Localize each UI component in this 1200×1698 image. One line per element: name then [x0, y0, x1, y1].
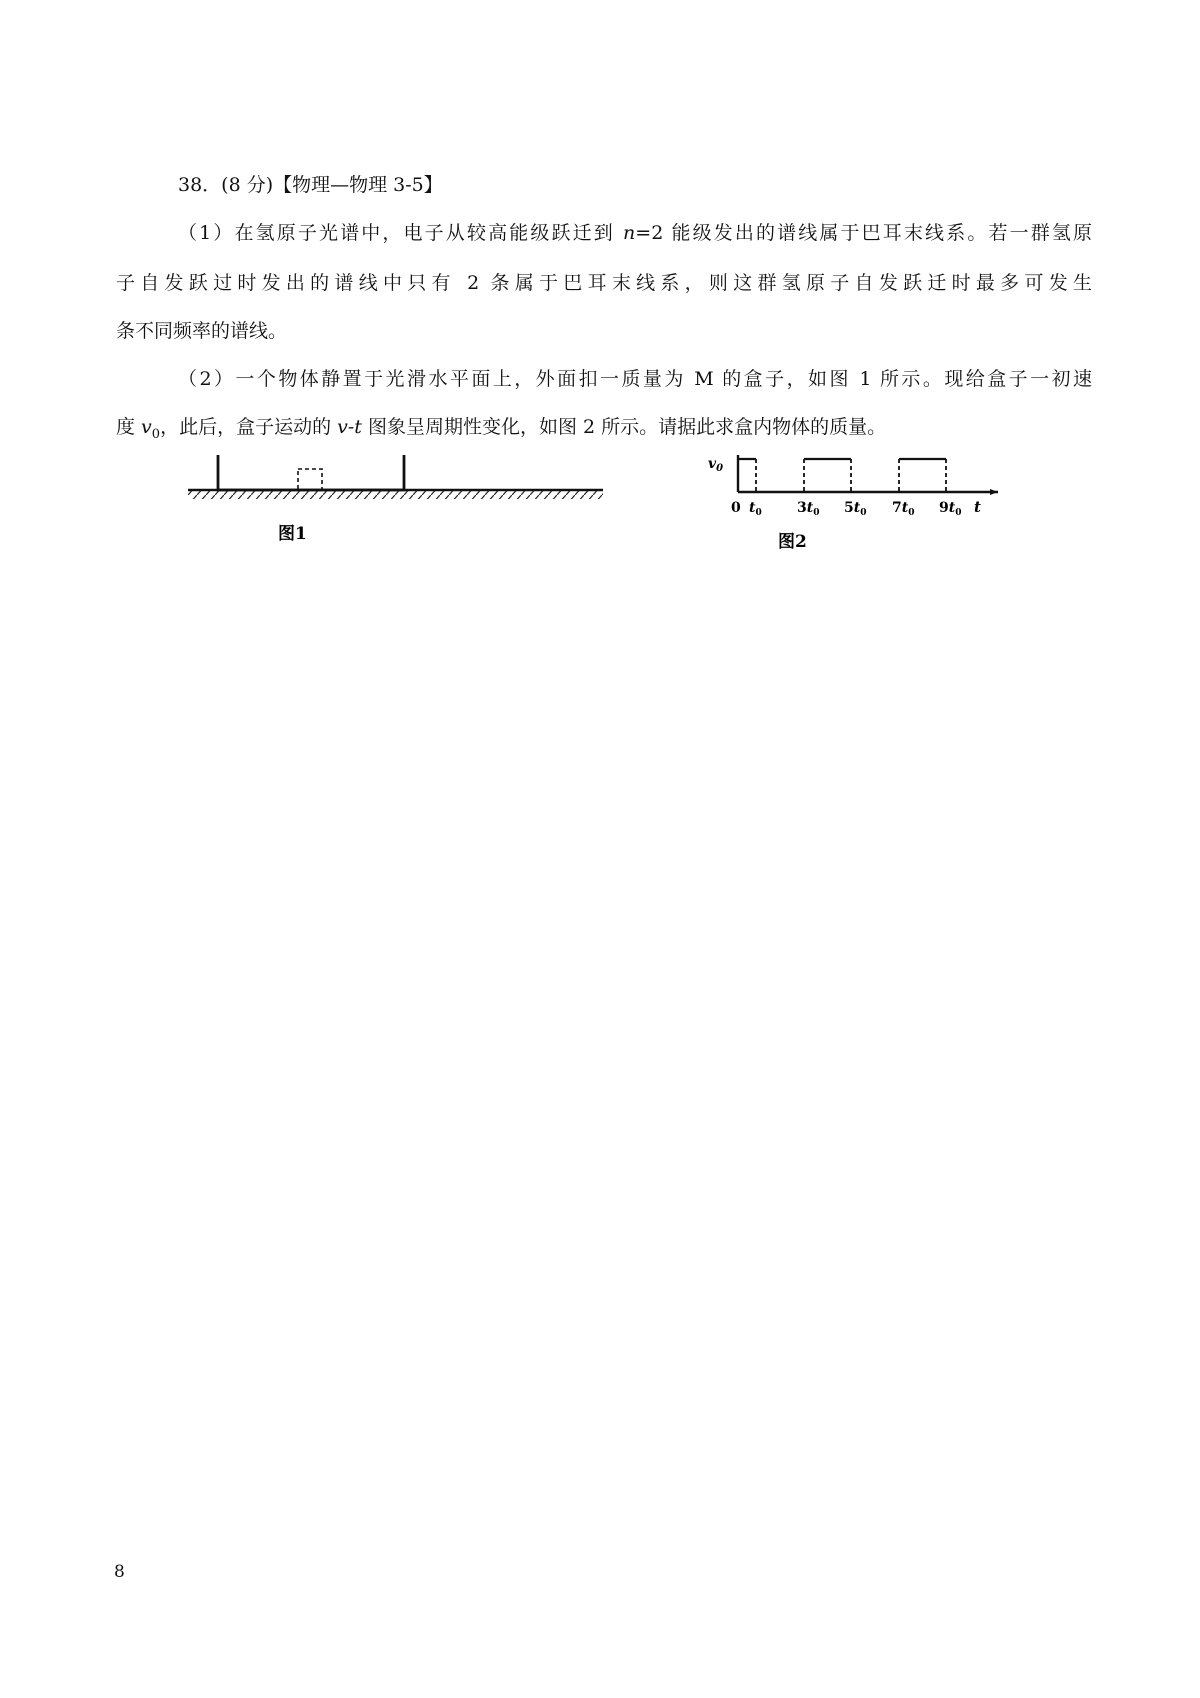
x-axis-arrow	[990, 489, 998, 495]
tick-label-3: $5t_0$	[844, 500, 867, 518]
figure-2-vt-graph	[706, 455, 1046, 605]
part1-line3: 条不同频率的谱线。	[116, 320, 288, 342]
part2-line1: （2）一个物体静置于光滑水平面上，外面扣一质量为 M 的盒子，如图 1 所示。现给盒子一初速	[178, 368, 1092, 390]
question-heading: 38．(8 分)【物理—物理 3-5】	[178, 174, 443, 196]
part1-line1: （1）在氢原子光谱中，电子从较高能级跃迁到 n=2 能级发出的谱线属于巴耳末线系。若一群氢原	[178, 222, 1092, 244]
box-outline	[218, 455, 404, 490]
x-axis-label: t	[974, 498, 981, 516]
tick-label-5: $9t_0$	[939, 500, 962, 518]
part2-line2: 度 $v_0$，此后，盒子运动的 v-t 图象呈周期性变化，如图 2 所示。请据此求盒内物体的质量。	[116, 416, 887, 442]
v0-label: $v_0$	[708, 456, 724, 474]
tick-label-0: 0	[731, 500, 741, 516]
figure-1-caption: 图1	[278, 524, 307, 544]
figure-1-box-diagram	[188, 455, 643, 605]
part1-line2: 子自发跃过时发出的谱线中只有 2 条属于巴耳末线系，则这群氢原子自发跃迁时最多可发生	[116, 272, 1092, 294]
figure-2-caption: 图2	[778, 532, 807, 552]
tick-label-2: $3t_0$	[797, 500, 820, 518]
inner-object-dashed	[298, 469, 322, 490]
ground-hatching	[188, 491, 603, 499]
page-number: 8	[114, 1562, 125, 1582]
tick-label-1: $t_0$	[749, 500, 762, 518]
tick-label-4: $7t_0$	[892, 500, 915, 518]
